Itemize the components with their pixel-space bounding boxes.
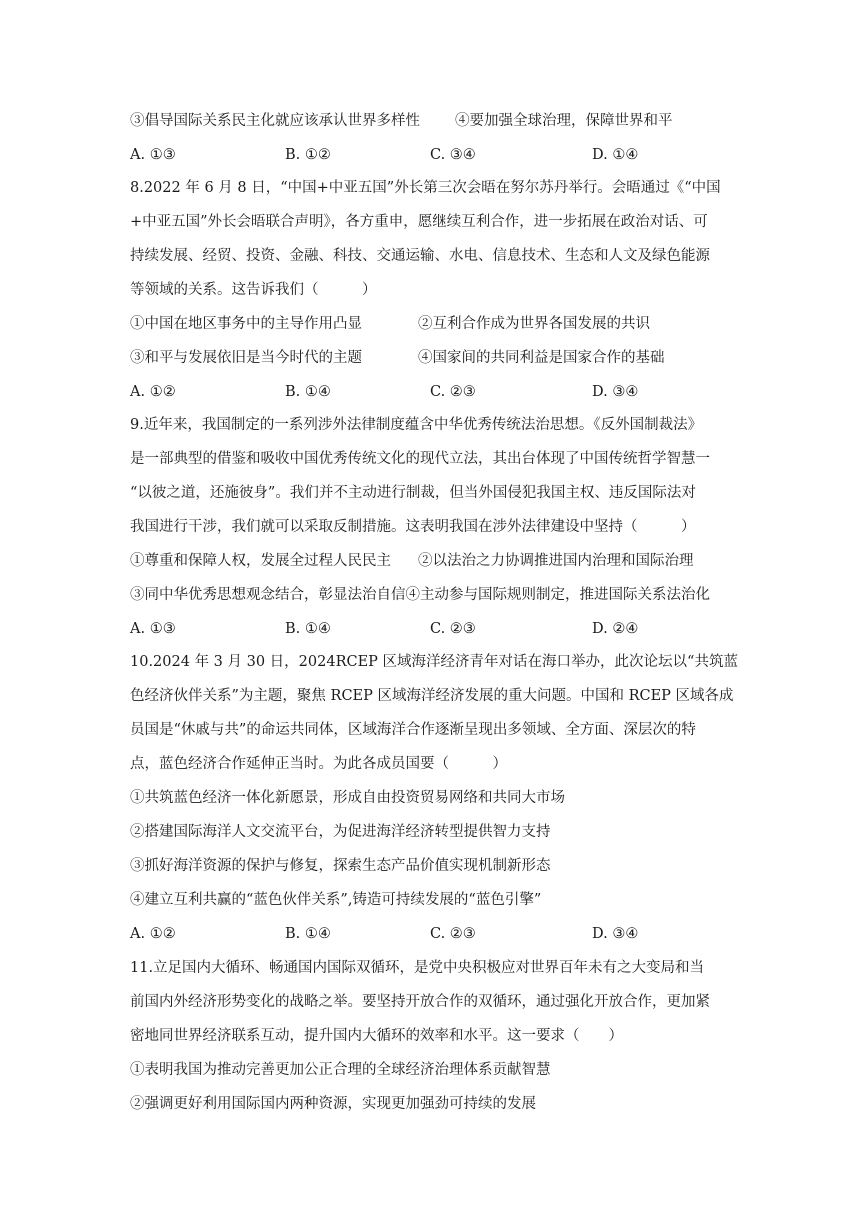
q7-option-a: A. ①③: [130, 147, 176, 163]
q9-options: [130, 619, 730, 639]
q10-item-1: ①共筑蓝色经济一体化新愿景，形成自由投资贸易网络和共同大市场: [130, 790, 565, 806]
q8-options: [130, 382, 730, 402]
q8-stem-line-3: 持续发展、经贸、投资、金融、科技、交通运输、水电、信息技术、生态和人文及绿色能源: [130, 248, 710, 264]
q10-options: [130, 924, 730, 944]
q9-option-b: B. ①④: [285, 621, 331, 637]
q8-items-row-2: [130, 348, 740, 368]
q10-stem-line-1: 10.2024 年 3 月 30 日，2024RCEP 区域海洋经济青年对话在海口举办，此次论坛以“共筑蓝: [130, 654, 738, 670]
q8-item-2: ②互利合作成为世界各国发展的共识: [418, 316, 650, 332]
q10-option-d: D. ③④: [592, 926, 639, 942]
q10-stem-line-2: 色经济伙伴关系”为主题，聚焦 RCEP 区域海洋经济发展的重大问题。中国和 RCEP 区域各成: [130, 688, 734, 704]
q8-item-4: ④国家间的共同利益是国家合作的基础: [418, 350, 665, 366]
q7-option-b: B. ①②: [285, 147, 331, 163]
q8-option-a: A. ①②: [130, 384, 176, 400]
q9-stem-line-2: 是一部典型的借鉴和吸收中国优秀传统文化的现代立法，其出台体现了中国传统哲学智慧一: [130, 451, 710, 467]
q7-option-c: C. ③④: [430, 147, 476, 163]
q7-options: [130, 145, 730, 165]
q9-option-d: D. ②④: [592, 621, 639, 637]
q8-option-d: D. ③④: [592, 384, 639, 400]
q10-stem-line-4: 点，蓝色经济合作延伸正当时。为此各成员国要（ ）: [130, 756, 507, 772]
q10-stem-line-3: 员国是“休戚与共”的命运共同体，区域海洋合作逐渐呈现出多领域、全方面、深层次的特: [130, 722, 696, 738]
q7-item-3: ③倡导国际关系民主化就应该承认世界多样性: [130, 113, 420, 129]
q8-stem-line-1: 8.2022 年 6 月 8 日，“中国+中亚五国”外长第三次会晤在努尔苏丹举行。会晤通过《“中国: [130, 180, 721, 196]
q11-stem-line-1: 11.立足国内大循环、畅通国内国际双循环，是党中央积极应对世界百年未有之大变局和当: [130, 960, 705, 976]
q8-stem-line-4: 等领域的关系。这告诉我们（ ）: [130, 282, 377, 298]
q11-stem-line-3: 密地同世界经济联系互动，提升国内大循环的效率和水平。这一要求（ ）: [130, 1028, 623, 1044]
q8-stem-line-2: +中亚五国”外长会晤联合声明》，各方重申，愿继续互利合作，进一步拓展在政治对话、可: [130, 214, 708, 230]
q9-stem-line-3: “以彼之道，还施彼身”。我们并不主动进行制裁，但当外国侵犯我国主权、违反国际法对: [130, 485, 696, 501]
q10-option-b: B. ①④: [285, 926, 331, 942]
q11-item-1: ①表明我国为推动完善更加公正合理的全球经济治理体系贡献智慧: [130, 1062, 551, 1078]
q9-item-1: ①尊重和保障人权，发展全过程人民民主: [130, 553, 391, 569]
q8-item-1: ①中国在地区事务中的主导作用凸显: [130, 316, 362, 332]
q9-items-row-2: ③同中华优秀思想观念结合，彰显法治自信④主动参与国际规则制定，推进国际关系法治化: [130, 587, 710, 603]
q8-items-row-1: [130, 314, 740, 334]
q11-item-2: ②强调更好利用国际国内两种资源，实现更加强劲可持续的发展: [130, 1096, 536, 1112]
q7-items-row: [130, 111, 740, 131]
q10-option-c: C. ②③: [430, 926, 476, 942]
q10-item-4: ④建立互利共赢的“蓝色伙伴关系”,铸造可持续发展的“蓝色引擎”: [130, 892, 542, 908]
q8-item-3: ③和平与发展依旧是当今时代的主题: [130, 350, 362, 366]
q9-option-a: A. ①③: [130, 621, 176, 637]
q9-option-c: C. ②③: [430, 621, 476, 637]
q8-option-c: C. ②③: [430, 384, 476, 400]
q10-item-2: ②搭建国际海洋人文交流平台，为促进海洋经济转型提供智力支持: [130, 824, 551, 840]
q11-stem-line-2: 前国内外经济形势变化的战略之举。要坚持开放合作的双循环，通过强化开放合作，更加紧: [130, 994, 710, 1010]
q8-option-b: B. ①④: [285, 384, 331, 400]
q7-item-4: ④要加强全球治理，保障世界和平: [455, 113, 673, 129]
q9-stem-line-4: 我国进行干涉，我们就可以采取反制措施。这表明我国在涉外法律建设中坚持（ ）: [130, 519, 696, 535]
q9-item-2: ②以法治之力协调推进国内治理和国际治理: [418, 553, 694, 569]
q9-stem-line-1: 9.近年来，我国制定的一系列涉外法律制度蕴含中华优秀传统法治思想。《反外国制裁法》: [130, 417, 703, 433]
q9-items-row-1: [130, 551, 740, 571]
q7-option-d: D. ①④: [592, 147, 639, 163]
q10-option-a: A. ①②: [130, 926, 176, 942]
q10-item-3: ③抓好海洋资源的保护与修复，探索生态产品价值实现机制新形态: [130, 858, 551, 874]
